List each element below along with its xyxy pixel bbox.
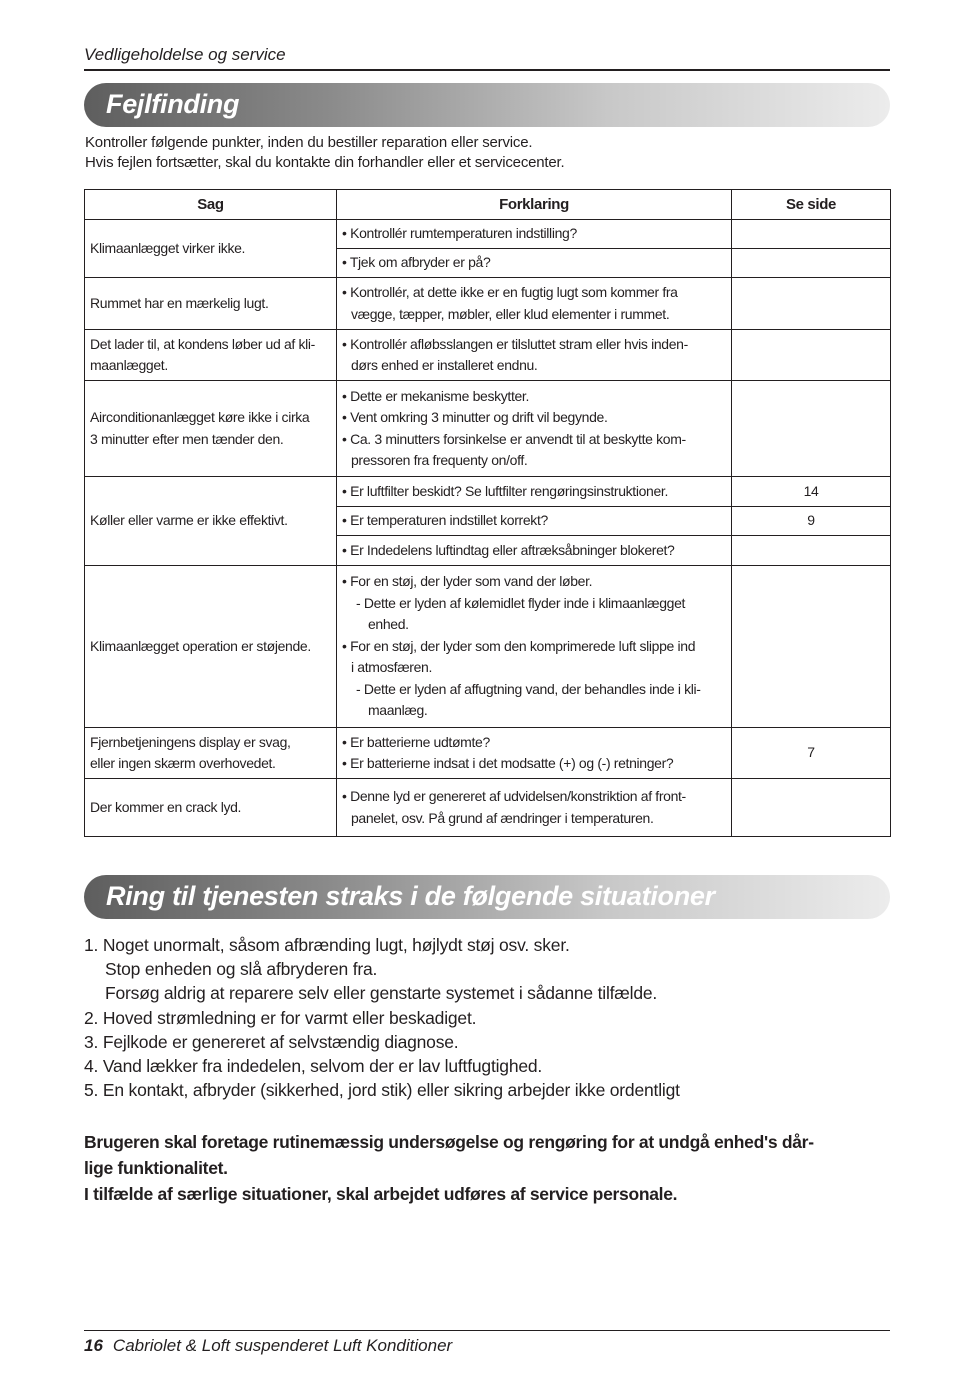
case-text: Det lader til, at kondens løber ud af kli-	[90, 335, 315, 352]
list-item-text: Stop enheden og slå afbryderen fra.	[105, 959, 378, 980]
explanation-text: • Denne lyd er genereret af udvidelsen/konstriktion af front-	[342, 788, 686, 804]
table-row	[85, 220, 891, 249]
list-item	[84, 1006, 680, 1030]
case-cell	[85, 278, 337, 330]
case-cell	[85, 779, 337, 837]
section-title: Fejlfinding	[106, 89, 240, 119]
explanation-text: • Er luftfilter beskidt? Se luftfilter rengøringsinstruktioner.	[342, 482, 668, 499]
explanation-cell	[337, 249, 732, 278]
footer-title: Cabriolet & Loft suspenderet Luft Konditioner	[112, 1336, 453, 1355]
intro-line: Hvis fejlen fortsætter, skal du kontakte din forhandler eller et servicecenter.	[85, 154, 565, 171]
explanation-text: pressoren fra frequenty on/off.	[351, 452, 528, 468]
explanation-text: panelet, osv. På grund af ændringer i temperaturen.	[351, 809, 654, 826]
intro-text	[85, 133, 564, 173]
explanation-text: • Er batterierne udtømte?	[342, 733, 490, 750]
table-row	[85, 779, 891, 837]
list-item	[84, 1030, 680, 1054]
list-item	[84, 933, 680, 1006]
section-title-bar	[84, 875, 890, 919]
explanation-cell	[337, 507, 732, 536]
explanation-text: dørs enhed er installeret endnu.	[351, 357, 538, 373]
page-reference	[732, 381, 891, 477]
case-text: Fjernbetjeningens display er svag,	[90, 733, 291, 750]
page-reference	[732, 249, 891, 278]
page-reference	[732, 536, 891, 566]
list-item	[84, 1078, 680, 1102]
case-text: Klimaanlægget virker ikke.	[90, 239, 246, 256]
explanation-text: • Kontrollér, at dette ikke er en fugtig lugt som kommer fra	[342, 284, 678, 300]
case-cell	[85, 220, 337, 278]
table-row	[85, 566, 891, 728]
page-reference: 9	[732, 507, 891, 536]
table-row	[85, 728, 891, 779]
page-reference	[732, 779, 891, 837]
section-title: Ring til tjenesten straks i de følgende situationer	[106, 881, 715, 911]
explanation-cell	[337, 566, 732, 728]
header-rule	[84, 69, 890, 71]
column-header: Sag	[85, 190, 337, 220]
page-reference	[732, 220, 891, 249]
explanation-text: • For en støj, der lyder som vand der løber.	[342, 573, 593, 590]
list-item-text: 1. Noget unormalt, såsom afbrænding lugt, højlydt støj osv. sker.	[84, 935, 570, 955]
page-reference	[732, 566, 891, 728]
troubleshooting-table	[84, 189, 891, 837]
table-row	[85, 381, 891, 477]
list-item	[84, 1054, 680, 1078]
explanation-cell	[337, 477, 732, 507]
page-reference	[732, 330, 891, 381]
list-item-text: 3. Fejlkode er genereret af selvstændig diagnose.	[84, 1031, 459, 1052]
table-row	[85, 477, 891, 507]
explanation-text: - Dette er lyden af affugtning vand, der behandles inde i kli-	[356, 680, 701, 697]
explanation-text: vægge, tæpper, møbler, eller klud elementer i rummet.	[351, 305, 670, 322]
case-text: Klimaanlægget operation er støjende.	[90, 637, 311, 654]
case-cell	[85, 330, 337, 381]
page-number: 16	[84, 1336, 103, 1355]
explanation-cell	[337, 220, 732, 249]
footer-rule	[84, 1330, 890, 1331]
note-text: lige funktionalitet.	[84, 1158, 228, 1178]
page-reference	[732, 278, 891, 330]
explanation-text: • Ca. 3 minutters forsinkelse er anvendt til at beskytte kom-	[342, 430, 686, 447]
explanation-text: i atmosfæren.	[351, 659, 433, 676]
explanation-text: maanlæg.	[368, 702, 428, 719]
column-header: Forklaring	[337, 190, 732, 220]
explanation-text: • Kontrollér rumtemperaturen indstilling?	[342, 225, 577, 242]
list-item-text: 4. Vand lækker fra indedelen, selvom der er lav luftfugtighed.	[84, 1056, 543, 1077]
case-text: Rummet har en mærkelig lugt.	[90, 294, 269, 311]
case-text: Der kommer en crack lyd.	[90, 798, 242, 815]
case-text: 3 minutter efter men tænder den.	[90, 430, 284, 447]
explanation-cell	[337, 278, 732, 330]
table-row	[85, 278, 891, 330]
explanation-text: • Er batterierne indsat i det modsatte (+) og (-) retninger?	[342, 755, 674, 771]
explanation-cell	[337, 536, 732, 566]
explanation-text: • Tjek om afbryder er på?	[342, 254, 491, 271]
case-cell	[85, 728, 337, 779]
explanation-text: - Dette er lyden af kølemidlet flyder inde i klimaanlægget	[356, 594, 686, 611]
explanation-text: • Er temperaturen indstillet korrekt?	[342, 512, 548, 529]
explanation-text: • Kontrollér afløbsslangen er tilsluttet stram eller hvis inden-	[342, 335, 688, 352]
service-situations-list	[84, 933, 680, 1102]
list-item-text: 2. Hoved strømledning er for varmt eller beskadiget.	[84, 1007, 477, 1028]
explanation-cell	[337, 330, 732, 381]
intro-line: Kontroller følgende punkter, inden du bestiller reparation eller service.	[85, 134, 533, 151]
page-reference: 7	[732, 728, 891, 779]
explanation-cell	[337, 779, 732, 837]
case-cell	[85, 477, 337, 566]
explanation-text: • For en støj, der lyder som den komprimerede luft slippe ind	[342, 637, 696, 654]
case-text: Køller eller varme er ikke effektivt.	[90, 512, 288, 529]
page-reference: 14	[732, 477, 891, 507]
explanation-text: enhed.	[368, 616, 409, 633]
table-row	[85, 330, 891, 381]
note-text: Brugeren skal foretage rutinemæssig undersøgelse og rengøring for at undgå enhed's dår-	[84, 1132, 814, 1152]
case-text: eller ingen skærm overhovedet.	[90, 755, 276, 771]
note-text: I tilfælde af særlige situationer, skal arbejdet udføres af service personale.	[84, 1184, 678, 1204]
column-header: Se side	[732, 190, 891, 220]
case-text: maanlægget.	[90, 357, 168, 373]
explanation-text: • Vent omkring 3 minutter og drift vil begynde.	[342, 409, 608, 425]
case-cell	[85, 566, 337, 728]
section-header: Vedligeholdelse og service	[84, 45, 286, 64]
case-cell	[85, 381, 337, 477]
footer	[84, 1336, 452, 1356]
explanation-text: • Er Indedelens luftindtag eller aftræksåbninger blokeret?	[342, 541, 675, 558]
list-item-text: 5. En kontakt, afbryder (sikkerhed, jord stik) eller sikring arbejder ikke ordentligt	[84, 1080, 680, 1101]
list-item-text: Forsøg aldrig at reparere selv eller genstarte systemet i sådanne tilfælde.	[105, 983, 658, 1004]
explanation-cell	[337, 381, 732, 477]
explanation-cell	[337, 728, 732, 779]
explanation-text: • Dette er mekanisme beskytter.	[342, 387, 530, 404]
important-notes	[84, 1129, 884, 1207]
section-title-bar	[84, 83, 890, 127]
case-text: Airconditionanlægget køre ikke i cirka	[90, 409, 310, 425]
